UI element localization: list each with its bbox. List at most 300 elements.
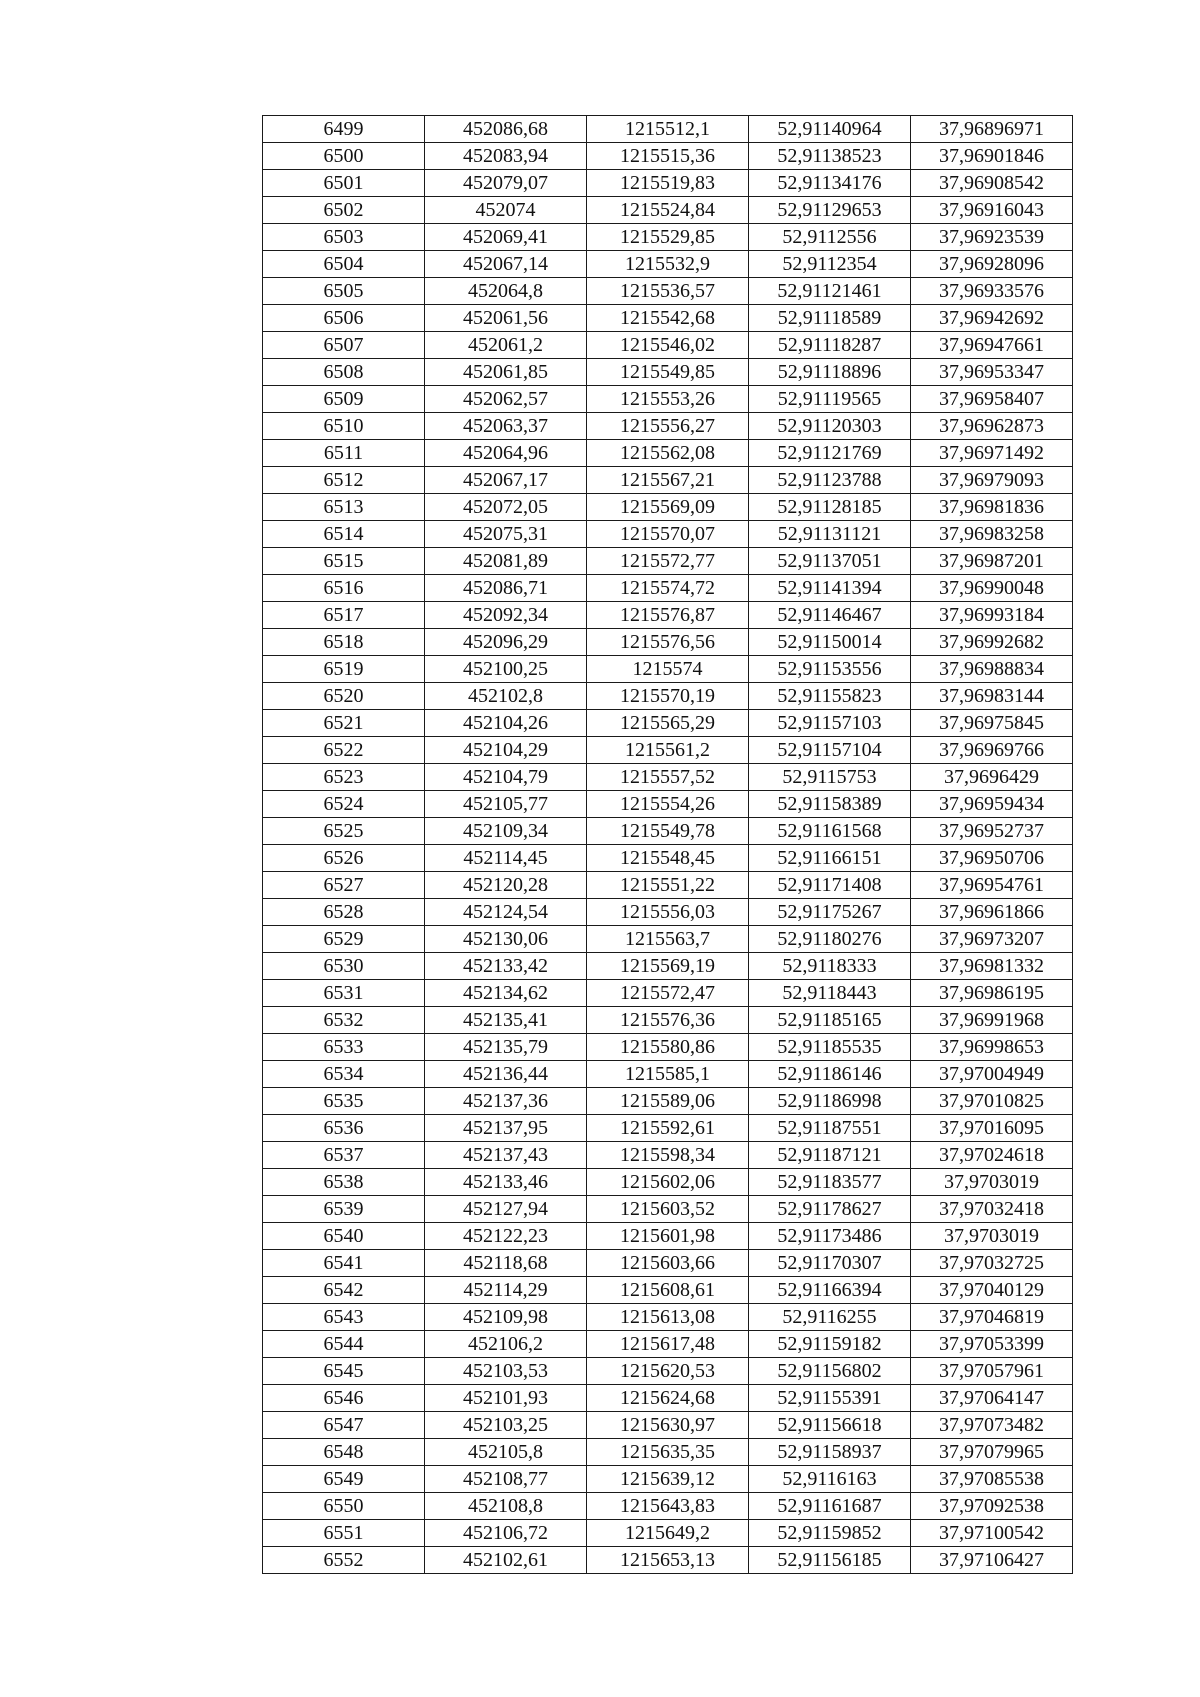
y-coordinate-cell: 1215551,22 <box>587 872 749 899</box>
table-row <box>263 521 1073 548</box>
x-coordinate-cell: 452074 <box>425 197 587 224</box>
table-row <box>263 602 1073 629</box>
table-row <box>263 359 1073 386</box>
table-row <box>263 1520 1073 1547</box>
latitude-cell: 52,91150014 <box>749 629 911 656</box>
longitude-cell: 37,97085538 <box>911 1466 1073 1493</box>
point-number-cell: 6531 <box>263 980 425 1007</box>
point-number-cell: 6537 <box>263 1142 425 1169</box>
y-coordinate-cell: 1215549,85 <box>587 359 749 386</box>
latitude-cell: 52,91129653 <box>749 197 911 224</box>
latitude-cell: 52,91183577 <box>749 1169 911 1196</box>
latitude-cell: 52,91121461 <box>749 278 911 305</box>
point-number-cell: 6501 <box>263 170 425 197</box>
x-coordinate-cell: 452064,8 <box>425 278 587 305</box>
latitude-cell: 52,91138523 <box>749 143 911 170</box>
x-coordinate-cell: 452100,25 <box>425 656 587 683</box>
latitude-cell: 52,9112354 <box>749 251 911 278</box>
longitude-cell: 37,97024618 <box>911 1142 1073 1169</box>
x-coordinate-cell: 452120,28 <box>425 872 587 899</box>
table-row <box>263 899 1073 926</box>
y-coordinate-cell: 1215572,77 <box>587 548 749 575</box>
y-coordinate-cell: 1215574,72 <box>587 575 749 602</box>
table-row <box>263 278 1073 305</box>
table-row <box>263 386 1073 413</box>
table-row <box>263 791 1073 818</box>
table-row <box>263 926 1073 953</box>
table-row <box>263 764 1073 791</box>
y-coordinate-cell: 1215639,12 <box>587 1466 749 1493</box>
x-coordinate-cell: 452064,96 <box>425 440 587 467</box>
table-row <box>263 1034 1073 1061</box>
longitude-cell: 37,97092538 <box>911 1493 1073 1520</box>
table-row <box>263 1385 1073 1412</box>
y-coordinate-cell: 1215569,19 <box>587 953 749 980</box>
point-number-cell: 6551 <box>263 1520 425 1547</box>
point-number-cell: 6546 <box>263 1385 425 1412</box>
point-number-cell: 6547 <box>263 1412 425 1439</box>
latitude-cell: 52,91186146 <box>749 1061 911 1088</box>
point-number-cell: 6508 <box>263 359 425 386</box>
point-number-cell: 6548 <box>263 1439 425 1466</box>
latitude-cell: 52,91161568 <box>749 818 911 845</box>
longitude-cell: 37,96950706 <box>911 845 1073 872</box>
longitude-cell: 37,97064147 <box>911 1385 1073 1412</box>
y-coordinate-cell: 1215649,2 <box>587 1520 749 1547</box>
x-coordinate-cell: 452083,94 <box>425 143 587 170</box>
table-row <box>263 1304 1073 1331</box>
y-coordinate-cell: 1215653,13 <box>587 1547 749 1574</box>
latitude-cell: 52,91185165 <box>749 1007 911 1034</box>
x-coordinate-cell: 452105,8 <box>425 1439 587 1466</box>
y-coordinate-cell: 1215563,7 <box>587 926 749 953</box>
longitude-cell: 37,97032418 <box>911 1196 1073 1223</box>
latitude-cell: 52,9116163 <box>749 1466 911 1493</box>
x-coordinate-cell: 452072,05 <box>425 494 587 521</box>
y-coordinate-cell: 1215553,26 <box>587 386 749 413</box>
y-coordinate-cell: 1215635,35 <box>587 1439 749 1466</box>
y-coordinate-cell: 1215570,19 <box>587 683 749 710</box>
latitude-cell: 52,91118287 <box>749 332 911 359</box>
y-coordinate-cell: 1215556,27 <box>587 413 749 440</box>
y-coordinate-cell: 1215620,53 <box>587 1358 749 1385</box>
table-row <box>263 1250 1073 1277</box>
x-coordinate-cell: 452106,72 <box>425 1520 587 1547</box>
latitude-cell: 52,91161687 <box>749 1493 911 1520</box>
table-row <box>263 1088 1073 1115</box>
point-number-cell: 6524 <box>263 791 425 818</box>
x-coordinate-cell: 452061,85 <box>425 359 587 386</box>
point-number-cell: 6506 <box>263 305 425 332</box>
y-coordinate-cell: 1215580,86 <box>587 1034 749 1061</box>
table-row <box>263 170 1073 197</box>
table-row <box>263 1331 1073 1358</box>
point-number-cell: 6500 <box>263 143 425 170</box>
y-coordinate-cell: 1215515,36 <box>587 143 749 170</box>
longitude-cell: 37,97057961 <box>911 1358 1073 1385</box>
point-number-cell: 6511 <box>263 440 425 467</box>
y-coordinate-cell: 1215603,52 <box>587 1196 749 1223</box>
longitude-cell: 37,96991968 <box>911 1007 1073 1034</box>
y-coordinate-cell: 1215603,66 <box>587 1250 749 1277</box>
table-row <box>263 440 1073 467</box>
table-row <box>263 332 1073 359</box>
x-coordinate-cell: 452092,34 <box>425 602 587 629</box>
longitude-cell: 37,9696429 <box>911 764 1073 791</box>
y-coordinate-cell: 1215572,47 <box>587 980 749 1007</box>
longitude-cell: 37,96969766 <box>911 737 1073 764</box>
table-row <box>263 116 1073 143</box>
longitude-cell: 37,97032725 <box>911 1250 1073 1277</box>
y-coordinate-cell: 1215602,06 <box>587 1169 749 1196</box>
y-coordinate-cell: 1215565,29 <box>587 710 749 737</box>
point-number-cell: 6502 <box>263 197 425 224</box>
y-coordinate-cell: 1215574 <box>587 656 749 683</box>
y-coordinate-cell: 1215643,83 <box>587 1493 749 1520</box>
table-row <box>263 1466 1073 1493</box>
table-row <box>263 1007 1073 1034</box>
point-number-cell: 6521 <box>263 710 425 737</box>
point-number-cell: 6529 <box>263 926 425 953</box>
point-number-cell: 6540 <box>263 1223 425 1250</box>
x-coordinate-cell: 452106,2 <box>425 1331 587 1358</box>
y-coordinate-cell: 1215567,21 <box>587 467 749 494</box>
x-coordinate-cell: 452133,42 <box>425 953 587 980</box>
latitude-cell: 52,9116255 <box>749 1304 911 1331</box>
longitude-cell: 37,97100542 <box>911 1520 1073 1547</box>
table-row <box>263 845 1073 872</box>
longitude-cell: 37,96988834 <box>911 656 1073 683</box>
table-row <box>263 251 1073 278</box>
longitude-cell: 37,96979093 <box>911 467 1073 494</box>
point-number-cell: 6516 <box>263 575 425 602</box>
longitude-cell: 37,96959434 <box>911 791 1073 818</box>
longitude-cell: 37,96987201 <box>911 548 1073 575</box>
longitude-cell: 37,96990048 <box>911 575 1073 602</box>
table-row <box>263 1169 1073 1196</box>
longitude-cell: 37,96973207 <box>911 926 1073 953</box>
latitude-cell: 52,9118333 <box>749 953 911 980</box>
latitude-cell: 52,91131121 <box>749 521 911 548</box>
table-row <box>263 737 1073 764</box>
x-coordinate-cell: 452137,95 <box>425 1115 587 1142</box>
point-number-cell: 6535 <box>263 1088 425 1115</box>
longitude-cell: 37,96975845 <box>911 710 1073 737</box>
longitude-cell: 37,96962873 <box>911 413 1073 440</box>
x-coordinate-cell: 452096,29 <box>425 629 587 656</box>
y-coordinate-cell: 1215617,48 <box>587 1331 749 1358</box>
y-coordinate-cell: 1215576,87 <box>587 602 749 629</box>
latitude-cell: 52,91128185 <box>749 494 911 521</box>
point-number-cell: 6520 <box>263 683 425 710</box>
latitude-cell: 52,91187121 <box>749 1142 911 1169</box>
y-coordinate-cell: 1215561,2 <box>587 737 749 764</box>
y-coordinate-cell: 1215549,78 <box>587 818 749 845</box>
latitude-cell: 52,91137051 <box>749 548 911 575</box>
y-coordinate-cell: 1215576,56 <box>587 629 749 656</box>
longitude-cell: 37,96928096 <box>911 251 1073 278</box>
longitude-cell: 37,97010825 <box>911 1088 1073 1115</box>
coordinates-table-body <box>263 116 1073 1574</box>
point-number-cell: 6543 <box>263 1304 425 1331</box>
longitude-cell: 37,96954761 <box>911 872 1073 899</box>
y-coordinate-cell: 1215546,02 <box>587 332 749 359</box>
latitude-cell: 52,91120303 <box>749 413 911 440</box>
table-row <box>263 656 1073 683</box>
latitude-cell: 52,91119565 <box>749 386 911 413</box>
longitude-cell: 37,96908542 <box>911 170 1073 197</box>
point-number-cell: 6527 <box>263 872 425 899</box>
point-number-cell: 6552 <box>263 1547 425 1574</box>
latitude-cell: 52,91118589 <box>749 305 911 332</box>
y-coordinate-cell: 1215529,85 <box>587 224 749 251</box>
point-number-cell: 6542 <box>263 1277 425 1304</box>
latitude-cell: 52,91158389 <box>749 791 911 818</box>
latitude-cell: 52,91157103 <box>749 710 911 737</box>
table-row <box>263 1061 1073 1088</box>
longitude-cell: 37,96998653 <box>911 1034 1073 1061</box>
table-row <box>263 1223 1073 1250</box>
table-row <box>263 575 1073 602</box>
x-coordinate-cell: 452133,46 <box>425 1169 587 1196</box>
table-row <box>263 1115 1073 1142</box>
table-row <box>263 197 1073 224</box>
x-coordinate-cell: 452104,29 <box>425 737 587 764</box>
point-number-cell: 6507 <box>263 332 425 359</box>
x-coordinate-cell: 452118,68 <box>425 1250 587 1277</box>
point-number-cell: 6505 <box>263 278 425 305</box>
longitude-cell: 37,9703019 <box>911 1223 1073 1250</box>
y-coordinate-cell: 1215601,98 <box>587 1223 749 1250</box>
latitude-cell: 52,91159182 <box>749 1331 911 1358</box>
x-coordinate-cell: 452061,56 <box>425 305 587 332</box>
x-coordinate-cell: 452137,43 <box>425 1142 587 1169</box>
longitude-cell: 37,97040129 <box>911 1277 1073 1304</box>
y-coordinate-cell: 1215624,68 <box>587 1385 749 1412</box>
table-row <box>263 143 1073 170</box>
table-row <box>263 1196 1073 1223</box>
y-coordinate-cell: 1215548,45 <box>587 845 749 872</box>
latitude-cell: 52,91173486 <box>749 1223 911 1250</box>
point-number-cell: 6544 <box>263 1331 425 1358</box>
latitude-cell: 52,91166151 <box>749 845 911 872</box>
point-number-cell: 6526 <box>263 845 425 872</box>
table-row <box>263 1439 1073 1466</box>
longitude-cell: 37,97106427 <box>911 1547 1073 1574</box>
x-coordinate-cell: 452081,89 <box>425 548 587 575</box>
x-coordinate-cell: 452135,79 <box>425 1034 587 1061</box>
table-row <box>263 818 1073 845</box>
point-number-cell: 6515 <box>263 548 425 575</box>
y-coordinate-cell: 1215512,1 <box>587 116 749 143</box>
x-coordinate-cell: 452067,14 <box>425 251 587 278</box>
x-coordinate-cell: 452136,44 <box>425 1061 587 1088</box>
point-number-cell: 6503 <box>263 224 425 251</box>
y-coordinate-cell: 1215557,52 <box>587 764 749 791</box>
y-coordinate-cell: 1215532,9 <box>587 251 749 278</box>
x-coordinate-cell: 452063,37 <box>425 413 587 440</box>
longitude-cell: 37,96923539 <box>911 224 1073 251</box>
longitude-cell: 37,96916043 <box>911 197 1073 224</box>
longitude-cell: 37,97046819 <box>911 1304 1073 1331</box>
y-coordinate-cell: 1215542,68 <box>587 305 749 332</box>
y-coordinate-cell: 1215554,26 <box>587 791 749 818</box>
x-coordinate-cell: 452122,23 <box>425 1223 587 1250</box>
latitude-cell: 52,9115753 <box>749 764 911 791</box>
y-coordinate-cell: 1215536,57 <box>587 278 749 305</box>
table-row <box>263 1358 1073 1385</box>
latitude-cell: 52,91141394 <box>749 575 911 602</box>
point-number-cell: 6512 <box>263 467 425 494</box>
x-coordinate-cell: 452105,77 <box>425 791 587 818</box>
y-coordinate-cell: 1215608,61 <box>587 1277 749 1304</box>
coordinates-table <box>262 115 1073 1574</box>
table-row <box>263 1412 1073 1439</box>
longitude-cell: 37,96981836 <box>911 494 1073 521</box>
x-coordinate-cell: 452104,26 <box>425 710 587 737</box>
y-coordinate-cell: 1215589,06 <box>587 1088 749 1115</box>
table-row <box>263 872 1073 899</box>
point-number-cell: 6536 <box>263 1115 425 1142</box>
table-row <box>263 953 1073 980</box>
point-number-cell: 6532 <box>263 1007 425 1034</box>
x-coordinate-cell: 452108,8 <box>425 1493 587 1520</box>
point-number-cell: 6525 <box>263 818 425 845</box>
point-number-cell: 6539 <box>263 1196 425 1223</box>
point-number-cell: 6513 <box>263 494 425 521</box>
point-number-cell: 6549 <box>263 1466 425 1493</box>
table-row <box>263 1142 1073 1169</box>
x-coordinate-cell: 452114,45 <box>425 845 587 872</box>
x-coordinate-cell: 452062,57 <box>425 386 587 413</box>
y-coordinate-cell: 1215592,61 <box>587 1115 749 1142</box>
table-row <box>263 710 1073 737</box>
latitude-cell: 52,91159852 <box>749 1520 911 1547</box>
table-row <box>263 494 1073 521</box>
longitude-cell: 37,96961866 <box>911 899 1073 926</box>
longitude-cell: 37,96983258 <box>911 521 1073 548</box>
point-number-cell: 6514 <box>263 521 425 548</box>
x-coordinate-cell: 452104,79 <box>425 764 587 791</box>
table-row <box>263 980 1073 1007</box>
point-number-cell: 6534 <box>263 1061 425 1088</box>
longitude-cell: 37,97053399 <box>911 1331 1073 1358</box>
latitude-cell: 52,91118896 <box>749 359 911 386</box>
point-number-cell: 6545 <box>263 1358 425 1385</box>
table-row <box>263 548 1073 575</box>
point-number-cell: 6499 <box>263 116 425 143</box>
latitude-cell: 52,9112556 <box>749 224 911 251</box>
longitude-cell: 37,96933576 <box>911 278 1073 305</box>
latitude-cell: 52,91157104 <box>749 737 911 764</box>
x-coordinate-cell: 452130,06 <box>425 926 587 953</box>
longitude-cell: 37,96942692 <box>911 305 1073 332</box>
x-coordinate-cell: 452135,41 <box>425 1007 587 1034</box>
longitude-cell: 37,96901846 <box>911 143 1073 170</box>
x-coordinate-cell: 452102,61 <box>425 1547 587 1574</box>
x-coordinate-cell: 452086,71 <box>425 575 587 602</box>
x-coordinate-cell: 452103,53 <box>425 1358 587 1385</box>
point-number-cell: 6530 <box>263 953 425 980</box>
x-coordinate-cell: 452075,31 <box>425 521 587 548</box>
table-row <box>263 305 1073 332</box>
point-number-cell: 6528 <box>263 899 425 926</box>
longitude-cell: 37,96952737 <box>911 818 1073 845</box>
point-number-cell: 6518 <box>263 629 425 656</box>
x-coordinate-cell: 452069,41 <box>425 224 587 251</box>
table-row <box>263 629 1073 656</box>
longitude-cell: 37,96986195 <box>911 980 1073 1007</box>
x-coordinate-cell: 452127,94 <box>425 1196 587 1223</box>
x-coordinate-cell: 452109,34 <box>425 818 587 845</box>
latitude-cell: 52,91180276 <box>749 926 911 953</box>
latitude-cell: 52,91170307 <box>749 1250 911 1277</box>
x-coordinate-cell: 452067,17 <box>425 467 587 494</box>
point-number-cell: 6538 <box>263 1169 425 1196</box>
longitude-cell: 37,96992682 <box>911 629 1073 656</box>
y-coordinate-cell: 1215630,97 <box>587 1412 749 1439</box>
latitude-cell: 52,91166394 <box>749 1277 911 1304</box>
y-coordinate-cell: 1215598,34 <box>587 1142 749 1169</box>
table-row <box>263 1493 1073 1520</box>
point-number-cell: 6522 <box>263 737 425 764</box>
x-coordinate-cell: 452124,54 <box>425 899 587 926</box>
latitude-cell: 52,91175267 <box>749 899 911 926</box>
latitude-cell: 52,91140964 <box>749 116 911 143</box>
longitude-cell: 37,9703019 <box>911 1169 1073 1196</box>
x-coordinate-cell: 452134,62 <box>425 980 587 1007</box>
latitude-cell: 52,91186998 <box>749 1088 911 1115</box>
latitude-cell: 52,9118443 <box>749 980 911 1007</box>
longitude-cell: 37,97016095 <box>911 1115 1073 1142</box>
longitude-cell: 37,96971492 <box>911 440 1073 467</box>
point-number-cell: 6509 <box>263 386 425 413</box>
point-number-cell: 6517 <box>263 602 425 629</box>
latitude-cell: 52,91146467 <box>749 602 911 629</box>
table-row <box>263 413 1073 440</box>
longitude-cell: 37,96993184 <box>911 602 1073 629</box>
latitude-cell: 52,91153556 <box>749 656 911 683</box>
y-coordinate-cell: 1215524,84 <box>587 197 749 224</box>
longitude-cell: 37,97079965 <box>911 1439 1073 1466</box>
y-coordinate-cell: 1215585,1 <box>587 1061 749 1088</box>
latitude-cell: 52,91156802 <box>749 1358 911 1385</box>
longitude-cell: 37,96958407 <box>911 386 1073 413</box>
table-row <box>263 683 1073 710</box>
point-number-cell: 6510 <box>263 413 425 440</box>
latitude-cell: 52,91121769 <box>749 440 911 467</box>
latitude-cell: 52,91155823 <box>749 683 911 710</box>
latitude-cell: 52,91158937 <box>749 1439 911 1466</box>
y-coordinate-cell: 1215576,36 <box>587 1007 749 1034</box>
point-number-cell: 6550 <box>263 1493 425 1520</box>
longitude-cell: 37,96947661 <box>911 332 1073 359</box>
latitude-cell: 52,91156185 <box>749 1547 911 1574</box>
longitude-cell: 37,97073482 <box>911 1412 1073 1439</box>
x-coordinate-cell: 452108,77 <box>425 1466 587 1493</box>
longitude-cell: 37,96983144 <box>911 683 1073 710</box>
latitude-cell: 52,91171408 <box>749 872 911 899</box>
x-coordinate-cell: 452109,98 <box>425 1304 587 1331</box>
y-coordinate-cell: 1215562,08 <box>587 440 749 467</box>
longitude-cell: 37,96953347 <box>911 359 1073 386</box>
point-number-cell: 6504 <box>263 251 425 278</box>
longitude-cell: 37,96981332 <box>911 953 1073 980</box>
longitude-cell: 37,96896971 <box>911 116 1073 143</box>
x-coordinate-cell: 452103,25 <box>425 1412 587 1439</box>
x-coordinate-cell: 452114,29 <box>425 1277 587 1304</box>
point-number-cell: 6519 <box>263 656 425 683</box>
